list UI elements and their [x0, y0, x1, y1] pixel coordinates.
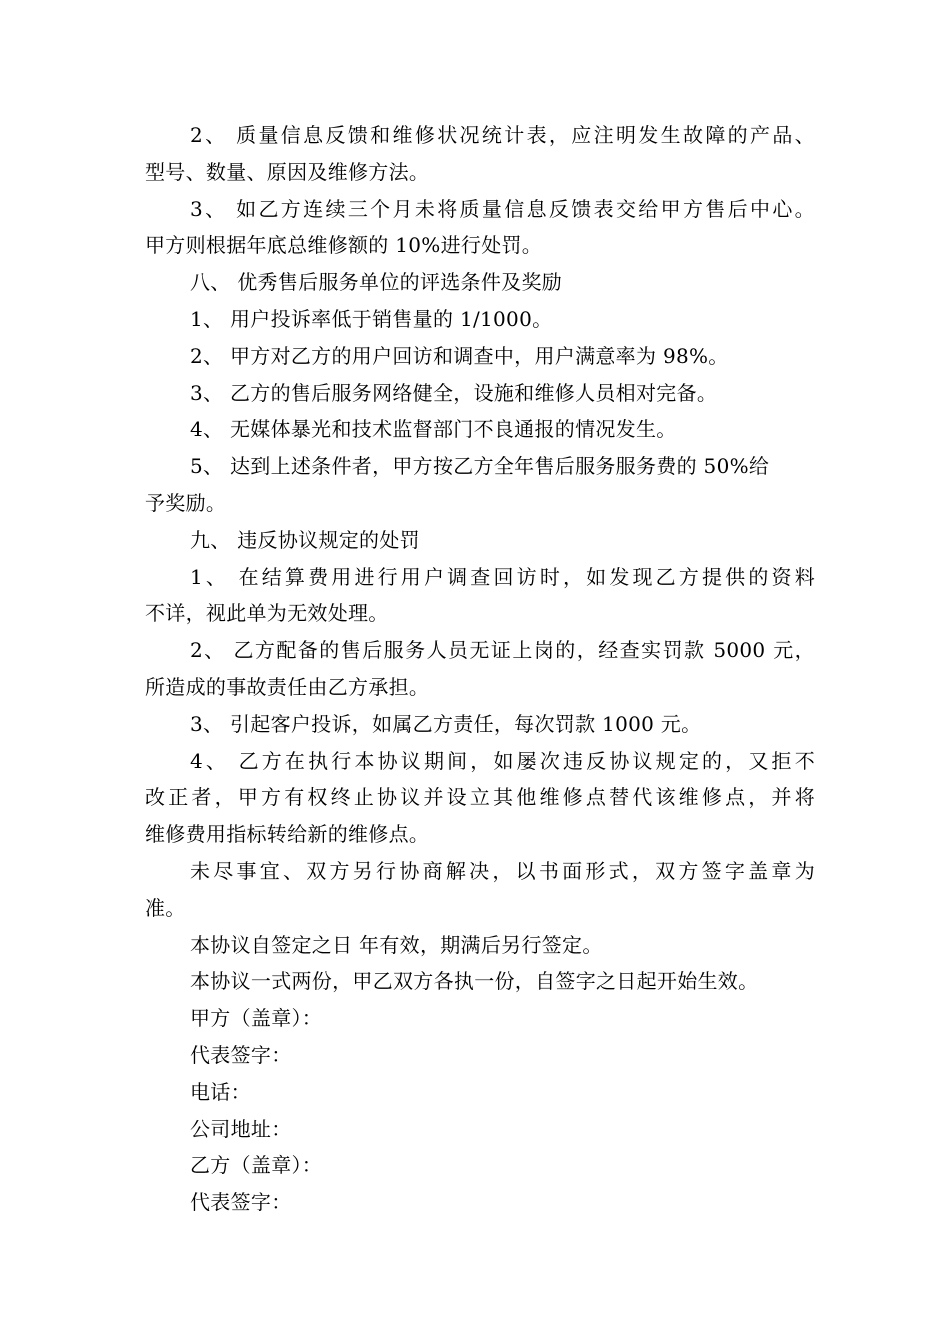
clause-9-item-1-line-2: 不详，视此单为无效处理。	[145, 601, 389, 626]
clause-7-item-2-line-1: 2、 质量信息反馈和维修状况统计表，应注明发生故障的产品、	[190, 123, 815, 147]
clause-9-item-2-line-2: 所造成的事故责任由乙方承担。	[145, 674, 430, 699]
clause-8-item-4: 4、 无媒体暴光和技术监督部门不良通报的情况发生。	[190, 417, 677, 442]
party-a-seal-label: 甲方（盖章）：	[190, 1006, 323, 1031]
party-a-signature-label: 代表签字：	[190, 1042, 292, 1067]
party-b-seal-label: 乙方（盖章）：	[190, 1153, 323, 1178]
clause-9-item-2-line-1: 2、 乙方配备的售后服务人员无证上岗的，经查实罚款 5000 元，	[190, 638, 815, 663]
clause-7-item-3-line-1: 3、 如乙方连续三个月未将质量信息反馈表交给甲方售后中心。	[190, 196, 815, 221]
clause-8-item-3: 3、 乙方的售后服务网络健全，设施和维修人员相对完备。	[190, 380, 718, 405]
clause-9-item-1-line-1: 1、 在结算费用进行用户调查回访时，如发现乙方提供的资料	[190, 564, 815, 589]
party-a-phone-label: 电话：	[190, 1079, 251, 1104]
clause-7-item-2-line-2: 型号、数量、原因及维修方法。	[145, 159, 430, 184]
section-8-heading: 八、 优秀售后服务单位的评选条件及奖励	[190, 270, 563, 295]
clause-9-item-3: 3、 引起客户投诉，如属乙方责任，每次罚款 1000 元。	[190, 711, 702, 736]
clause-8-item-2: 2、 甲方对乙方的用户回访和调查中，用户满意率为 98%。	[190, 343, 729, 368]
party-a-address-label: 公司地址：	[190, 1116, 292, 1141]
copies-clause: 本协议一式两份，甲乙双方各执一份，自签字之日起开始生效。	[190, 969, 759, 994]
misc-clause-line-2: 准。	[145, 895, 186, 920]
section-9-heading: 九、 违反协议规定的处罚	[190, 527, 420, 552]
clause-9-item-4-line-1: 4、 乙方在执行本协议期间，如屡次违反协议规定的，又拒不	[190, 748, 815, 773]
misc-clause-line-1: 未尽事宜、双方另行协商解决，以书面形式，双方签字盖章为	[190, 858, 815, 883]
clause-8-item-5-line-1: 5、 达到上述条件者，甲方按乙方全年售后服务服务费的 50%给	[190, 454, 770, 479]
clause-8-item-5-line-2: 予奖励。	[145, 490, 227, 515]
clause-9-item-4-line-3: 维修费用指标转给新的维修点。	[145, 822, 430, 847]
document-body	[145, 117, 815, 1221]
clause-7-item-3-line-2: 甲方则根据年底总维修额的 10%进行处罚。	[145, 233, 543, 258]
clause-9-item-4-line-2: 改正者，甲方有权终止协议并设立其他维修点替代该维修点，并将	[145, 785, 815, 810]
party-b-signature-label: 代表签字：	[190, 1190, 292, 1215]
validity-clause: 本协议自签定之日 年有效，期满后另行签定。	[190, 932, 603, 957]
clause-8-item-1: 1、 用户投诉率低于销售量的 1/1000。	[190, 306, 553, 331]
